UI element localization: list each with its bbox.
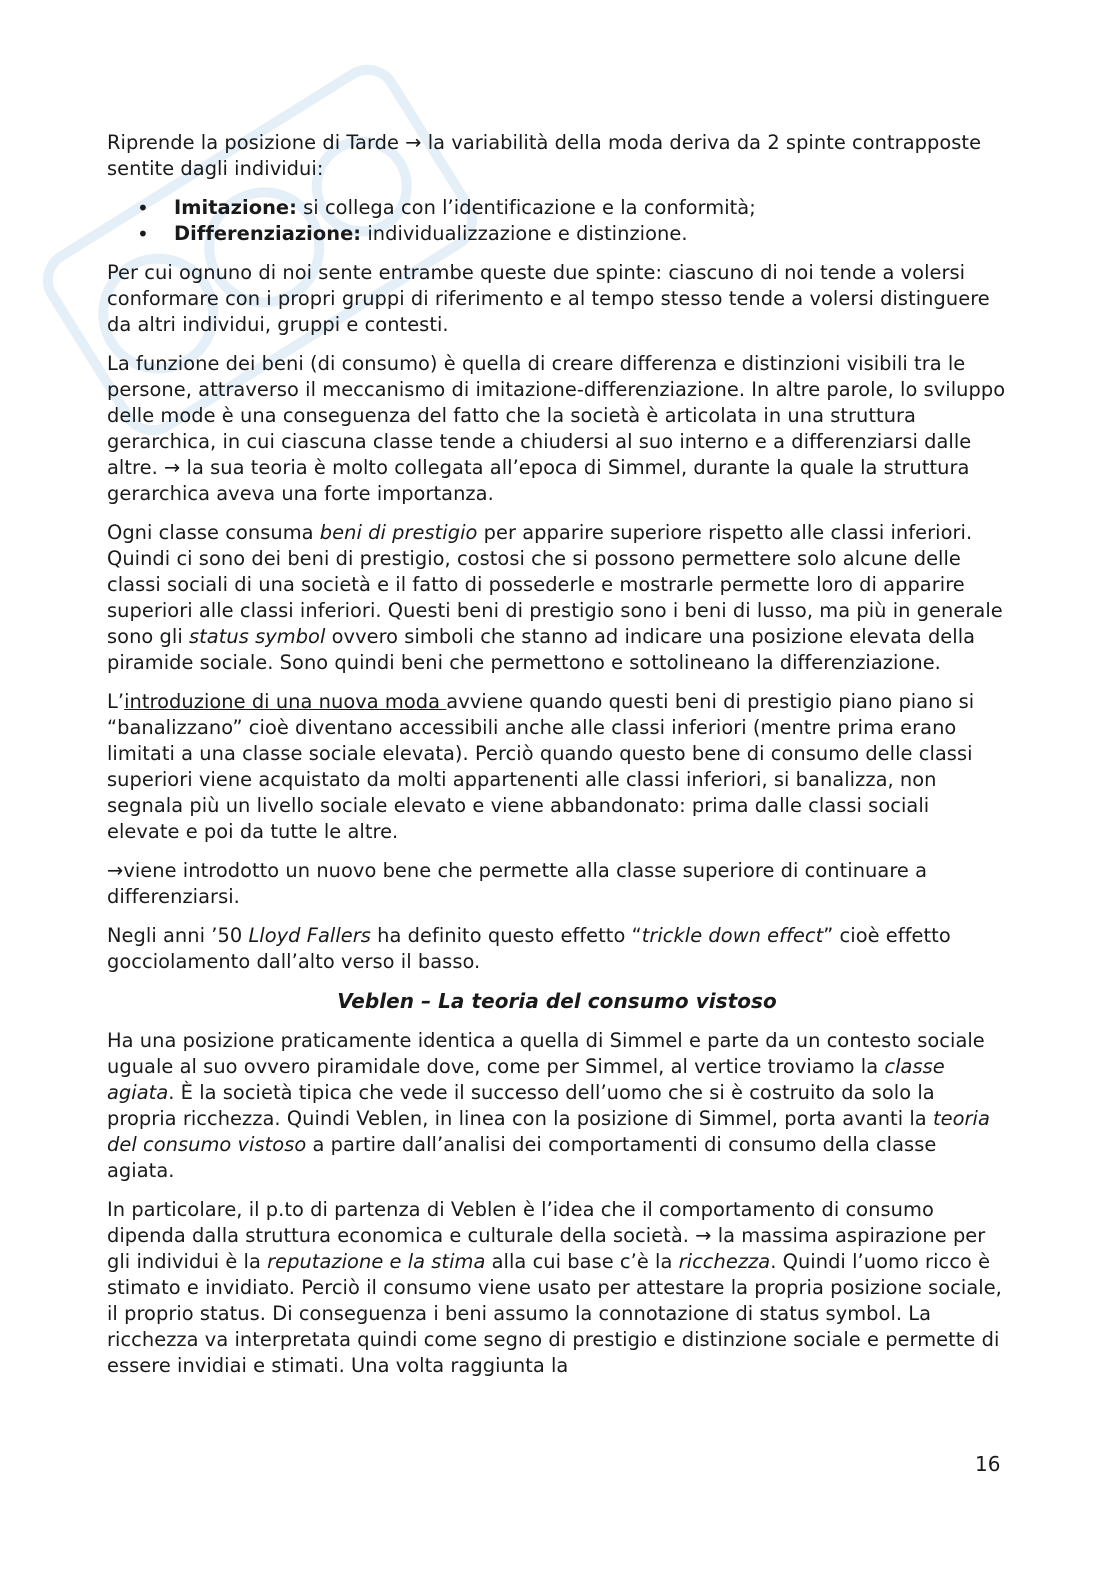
- paragraph-fallers: Negli anni ’50 Lloyd Fallers ha definito questo effetto “trickle down effect” cioè effetto gocciolamento dall’alto verso il basso.: [107, 924, 951, 973]
- paragraph-veblen-particolare: In particolare, il p.to di partenza di Veblen è l’idea che il comportamento di consumo dipenda dalla struttura economica e culturale della società. → la massima aspirazione per gli individui è la reputazione e la stima alla cui base c’è la ricchezza. Quindi l’uomo ricco è stimato e invidiato. Perciò il consumo viene usato per attestare la propria posizione sociale, il proprio status. Di conseguenza i beni assumo la connotazione di status symbol. La ricchezza va interpretata quindi come segno di prestigio e distinzione sociale e permette di essere invidiai e stimati. Una volta raggiunta la: [107, 1198, 1002, 1377]
- paragraph-funzione-beni: La funzione dei beni (di consumo) è quella di creare differenza e distinzioni visibili tra le persone, attraverso il meccanismo di imitazione-differenziazione. In altre parole, lo sviluppo delle mode è una conseguenza del fatto che la società è articolata in una struttura gerarchica, in cui ciascuna classe tende a chiudersi al suo interno e a differenziarsi dalle altre. → la sua teoria è molto collegata all’epoca di Simmel, durante la quale la struttura gerarchica aveva una forte importanza.: [107, 352, 1006, 505]
- arrow-right-icon: →: [405, 131, 422, 154]
- paragraph-tarde: Riprende la posizione di Tarde → la variabilità della moda deriva da 2 spinte contrapposte sentite dagli individui:: [107, 131, 982, 180]
- arrow-right-icon: →: [164, 456, 181, 479]
- paragraph-beni-prestigio: Ogni classe consuma beni di prestigio per apparire superiore rispetto alle classi inferiori. Quindi ci sono dei beni di prestigio, costosi che si possono permettere solo alcune delle classi sociali di una società e il fatto di possederle e mostrarle permette loro di apparire superiori alle classi inferiori. Questi beni di prestigio sono i beni di lusso, ma più in generale sono gli status symbol ovvero simboli che stanno ad indicare una posizione elevata della piramide sociale. Sono quindi beni che permettono e sottolineano la differenziazione.: [107, 521, 1003, 674]
- paragraph-nuova-moda: L’introduzione di una nuova moda avviene quando questi beni di prestigio piano piano si “banalizzano” cioè diventano accessibili anche alle classi inferiori (mentre prima erano limitati a una classe sociale elevata). Perciò quando questo bene di consumo delle classi superiori viene acquistato da molti appartenenti alle classi inferiori, si banalizza, non segnala più un livello sociale elevato e viene abbandonato: prima dalle classi sociali elevate e poi da tutte le altre.: [107, 690, 975, 843]
- document-body: [107, 130, 1007, 1392]
- arrow-right-icon: →: [107, 859, 124, 882]
- page-number: 16: [975, 1452, 1001, 1476]
- list-item: • Differenziazione: individualizzazione e distinzione.: [107, 221, 1007, 247]
- paragraph-nuovo-bene: →viene introdotto un nuovo bene che permette alla classe superiore di continuare a differenziarsi.: [107, 859, 928, 908]
- paragraph-spinte: Per cui ognuno di noi sente entrambe queste due spinte: ciascuno di noi tende a volersi conformare con i propri gruppi di riferimento e al tempo stesso tende a volersi distinguere da altri individui, gruppi e contesti.: [107, 261, 990, 336]
- section-heading: Veblen – La teoria del consumo vistoso: [337, 989, 777, 1013]
- paragraph-veblen-intro: Ha una posizione praticamente identica a quella di Simmel e parte da un contesto sociale uguale al suo ovvero piramidale dove, come per Simmel, al vertice troviamo la classe agiata. È la società tipica che vede il successo dell’uomo che si è costruito da solo la propria ricchezza. Quindi Veblen, in linea con la posizione di Simmel, porta avanti la teoria del consumo vistoso a partire dall’analisi dei comportamenti di consumo della classe agiata.: [107, 1029, 990, 1182]
- bullet-list: [107, 195, 1007, 247]
- list-item: • Imitazione: si collega con l’identificazione e la conformità;: [107, 195, 1007, 221]
- arrow-right-icon: →: [695, 1224, 712, 1247]
